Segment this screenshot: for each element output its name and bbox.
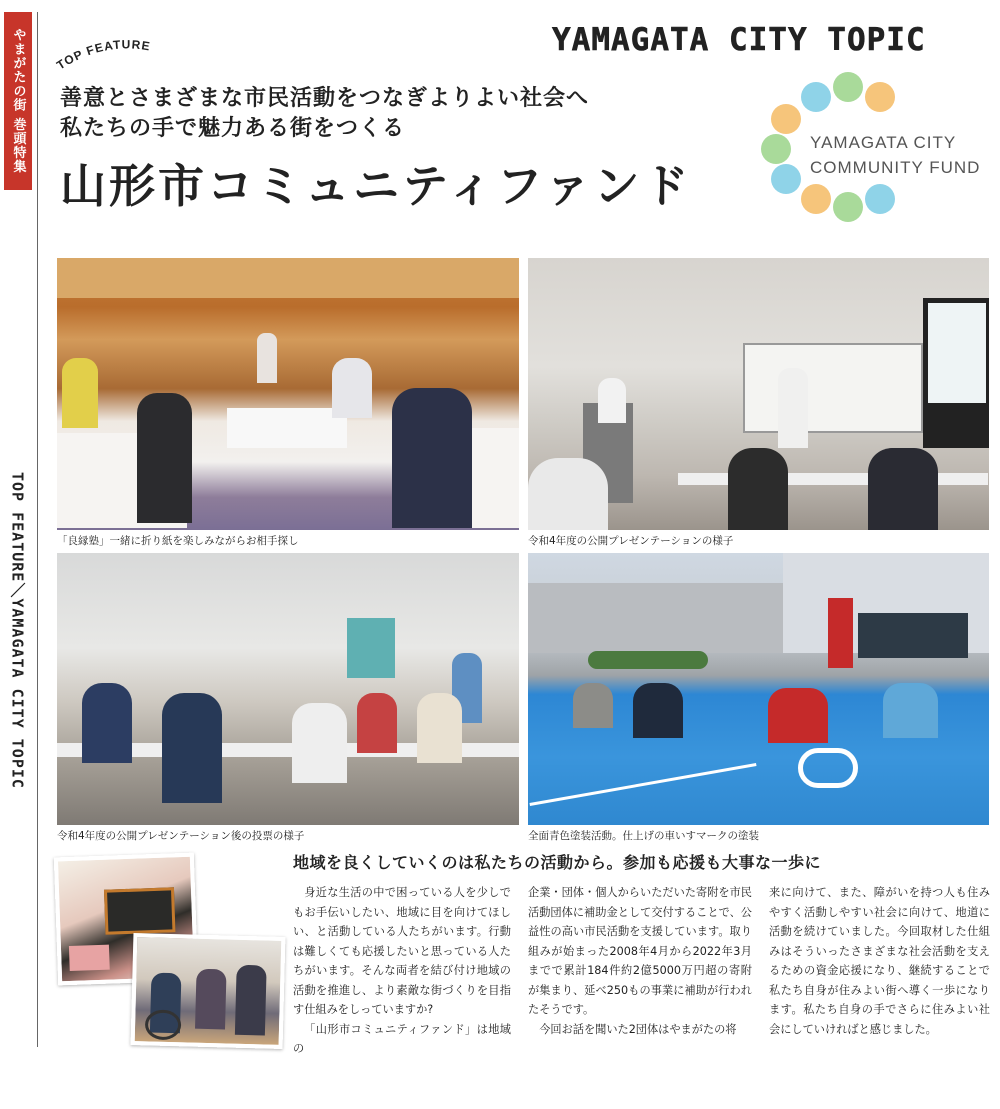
subtitle — [60, 84, 589, 144]
logo-dot — [761, 134, 791, 164]
photo-blue-painting — [528, 553, 989, 825]
page-title: 山形市コミュニティファンド — [60, 159, 692, 213]
article-paragraph: 身近な生活の中で困っている人を少しでもお手伝いしたい、地域に目を向けてほしい、と活動している人たちがいます。行動は難しくても応援したいと思っている人たちがいます。そんな両者を結び付け地域の活動を推進し、より素敵な街づくりを目指す仕組みをしっていますか? — [293, 886, 511, 1016]
photo-voting-session — [57, 553, 519, 825]
logo-dot — [801, 184, 831, 214]
photo-caption: 令和4年度の公開プレゼンテーション後の投票の様子 — [57, 830, 305, 842]
logo-dot — [865, 184, 895, 214]
subtitle-line-1: 善意とさまざまな市民活動をつなぎよりよい社会へ — [60, 86, 590, 111]
article-paragraph: 企業・団体・個人からいただいた寄附を市民活動団体に補助金として交付することで、公益性の高い市民活動を支援しています。取り組みが始まった2008年4月から2022年3月までで累計184件約2億5000万円超の寄附が集まり、延べ250もの事業に補助が行われたそうです。 — [528, 886, 752, 1016]
top-feature-label — [52, 28, 182, 78]
logo-text — [810, 130, 980, 180]
vertical-divider — [37, 12, 38, 1047]
logo-dot — [833, 72, 863, 102]
article-column-1 — [293, 883, 511, 1059]
header-topic: YAMAGATA CITY TOPIC — [552, 22, 926, 58]
logo-dot — [771, 164, 801, 194]
snapshot-photo — [131, 933, 286, 1049]
photo-caption: 令和4年度の公開プレゼンテーションの様子 — [528, 535, 734, 547]
vertical-section-label: TOP FEATURE／YAMAGATA CITY TOPIC — [8, 471, 27, 789]
article-column-3 — [769, 883, 990, 1039]
logo-line-1: YAMAGATA CITY — [810, 133, 957, 152]
top-feature-text: TOP FEATURE — [54, 37, 152, 73]
section-tab: やまがたの街 巻頭特集 — [4, 12, 32, 190]
photo-caption: 「良縁塾」一緒に折り紙を楽しみながらお相手探し — [57, 535, 299, 547]
logo-dot — [833, 192, 863, 222]
article-lead: 地域を良くしていくのは私たちの活動から。参加も応援も大事な一歩に — [293, 853, 822, 872]
svg-text:TOP FEATURE — [54, 37, 151, 72]
subtitle-line-2: 私たちの手で魅力ある街をつくる — [60, 116, 406, 141]
photo-public-presentation — [528, 258, 989, 530]
photo-caption: 全面青色塗装活動。仕上げの車いすマークの塗装 — [528, 830, 759, 842]
logo-dot — [865, 82, 895, 112]
logo-dot — [771, 104, 801, 134]
logo-line-2: COMMUNITY FUND — [810, 158, 981, 177]
photo-origami-meeting — [57, 258, 519, 530]
article-paragraph: 今回お話を聞いた2団体はやまがたの将 — [539, 1022, 737, 1036]
article-paragraph: 「山形市コミュニティファンド」は地域の — [293, 1022, 511, 1055]
community-fund-logo — [755, 68, 995, 228]
article-paragraph: 来に向けて、また、障がいを持つ人も住みやすく活動しやすい社会に向けて、地道に活動を続けていました。今回取材した仕組みはそういったさまざまな社会活動を支えるための資金応援になり、継続することで私たち自身が住みよい街へ導く一歩になります。私たち自身の手でさらに住みよい社会にしていければと感じました。 — [769, 886, 990, 1036]
logo-dot — [801, 82, 831, 112]
article-column-2 — [528, 883, 752, 1039]
